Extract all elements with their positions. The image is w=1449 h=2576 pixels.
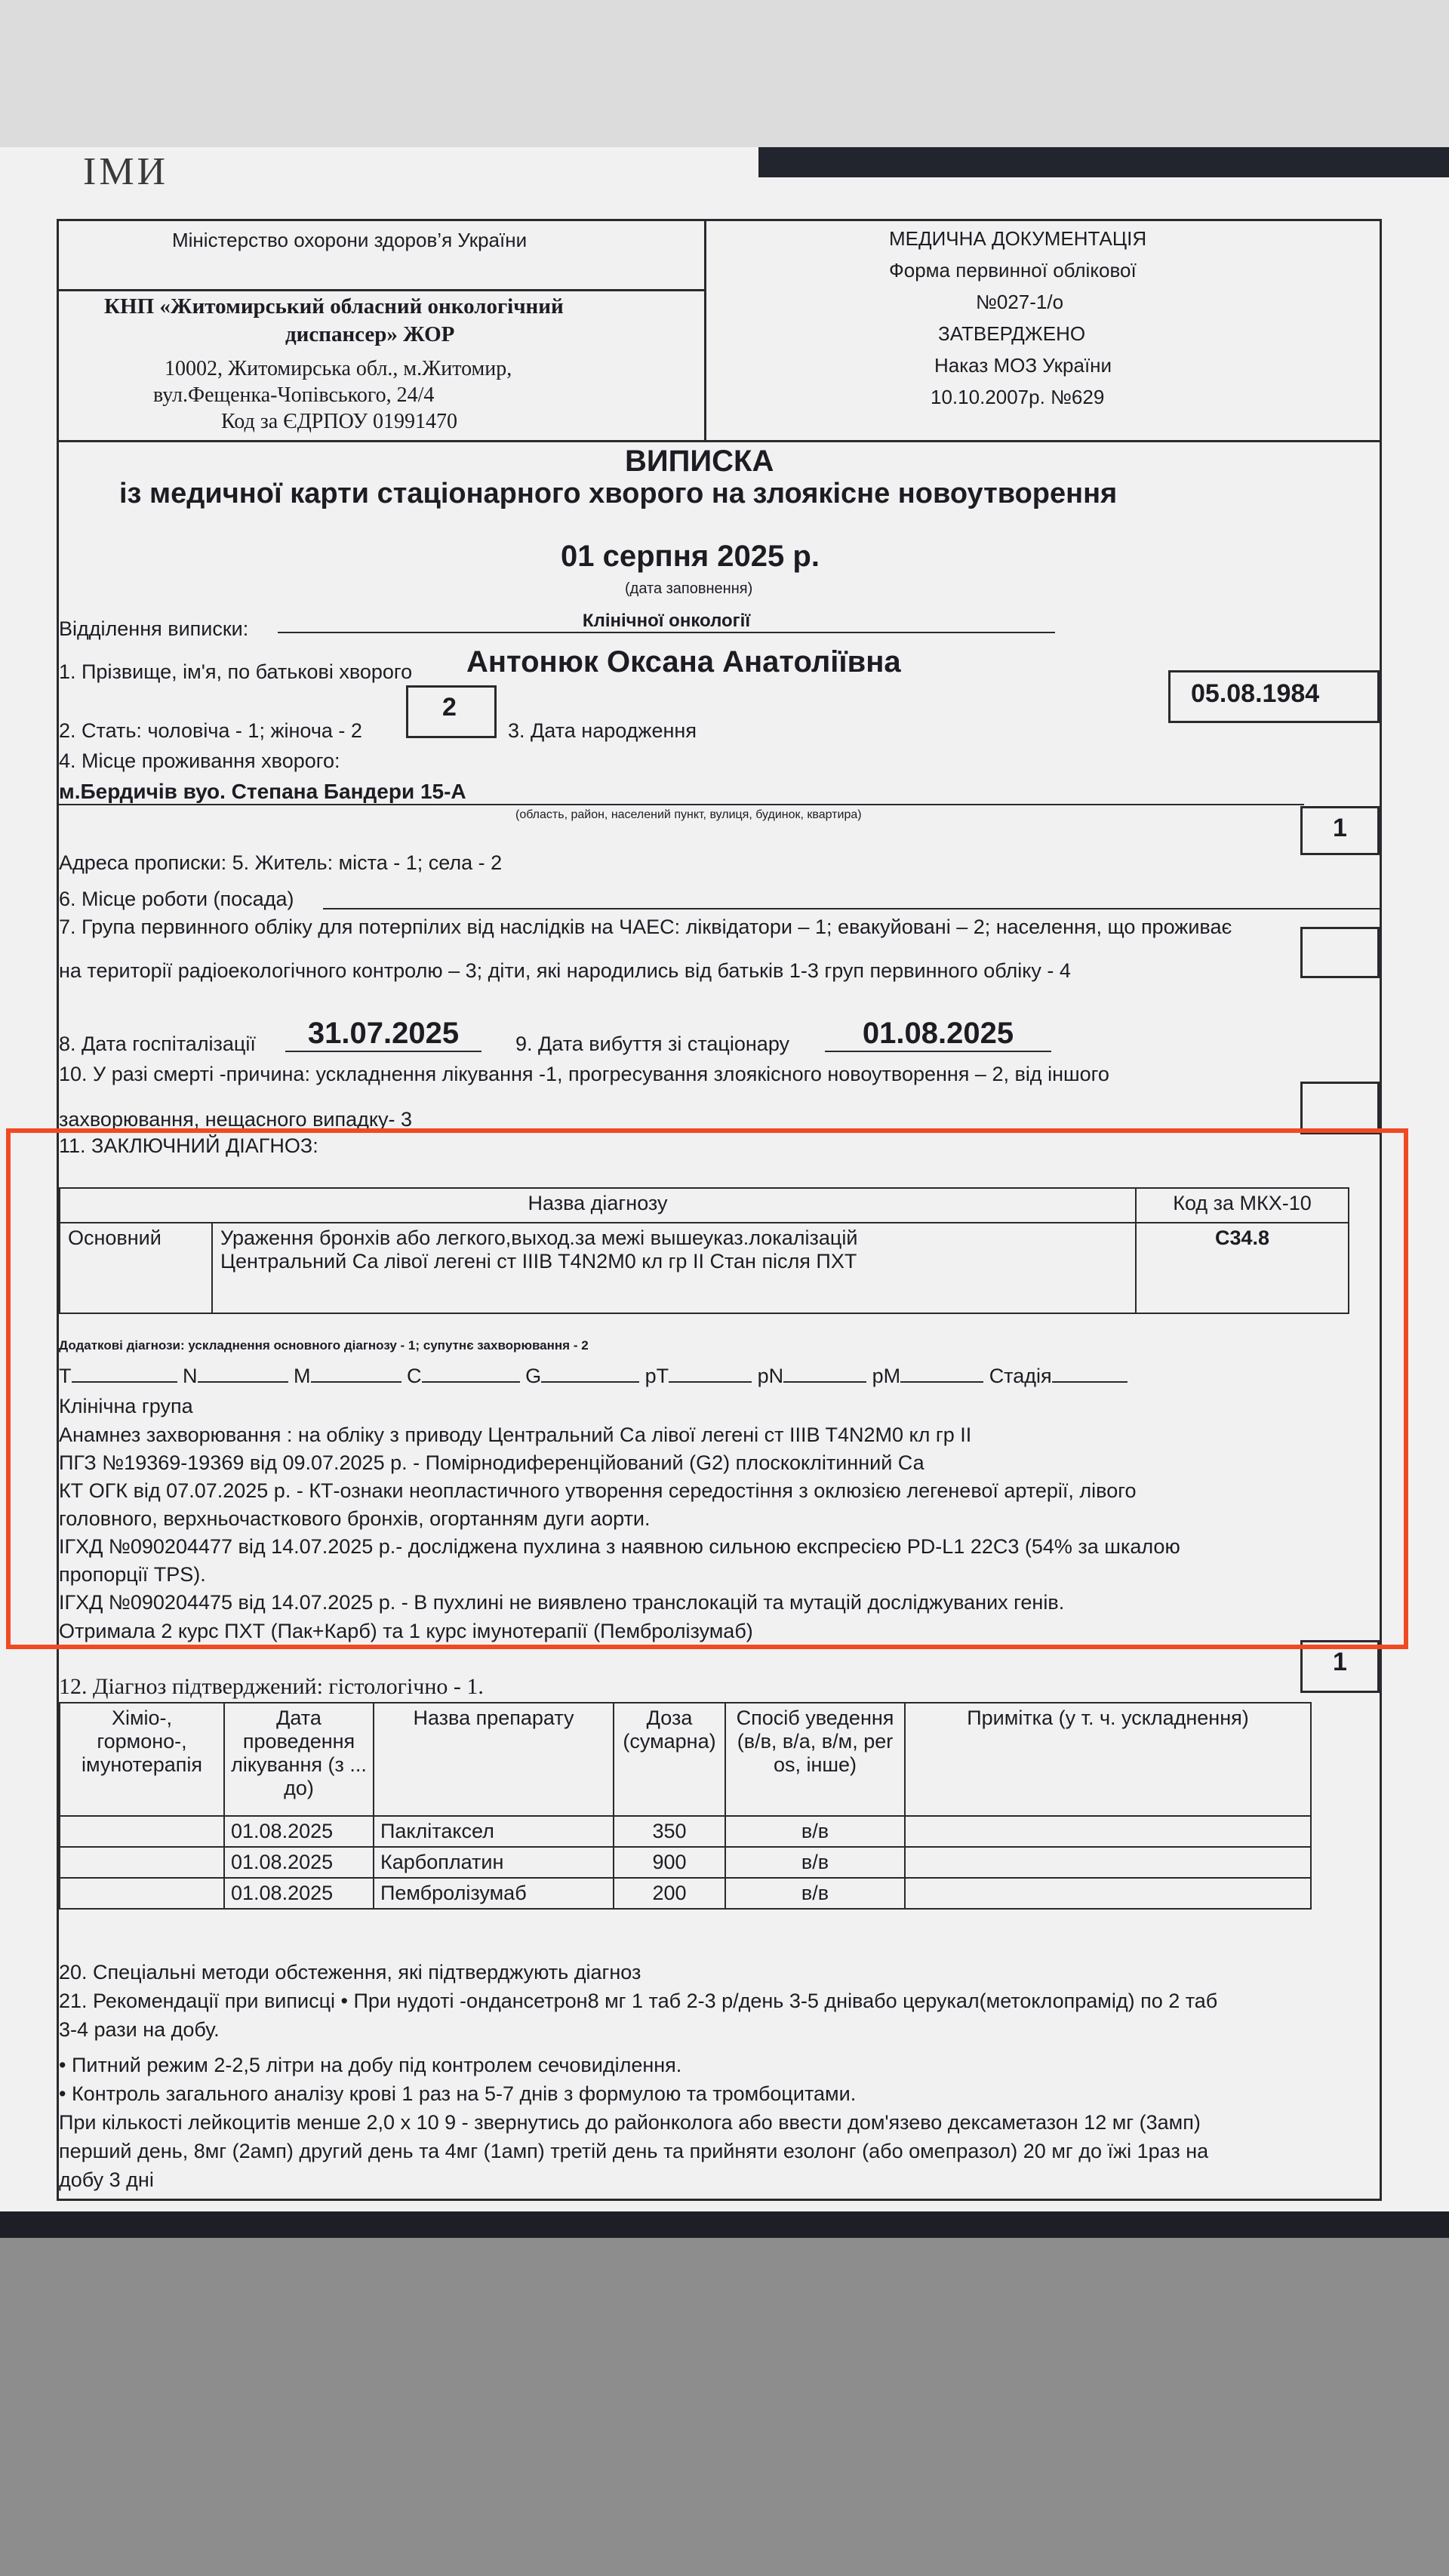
hospitalization-date: 31.07.2025 <box>285 1017 481 1052</box>
diagnosis-text: Ураження бронхів або легкого,выход.за межі вышеуказ.локалізацій Центральний Са лівої легені ст IIIB T4N2M0 кл гр II Стан після ПХТ <box>212 1223 1136 1313</box>
chaes-box <box>1300 927 1380 978</box>
anamnesis-8: Отримала 2 курс ПХТ (Пак+Карб) та 1 курс імунотерапії (Пембролізумаб) <box>59 1620 753 1642</box>
anamnesis-6: пропорції TPS). <box>59 1563 206 1586</box>
anamnesis-3: КТ ОГК від 07.07.2025 р. - КТ-ознаки неопластичного утворення середостіння з оклюзією легеневої артерії, лівого <box>59 1479 1137 1502</box>
discharge-form: Міністерство охорони здоров’я України КНП «Житомирський обласний онкологічний диспансер» ЖОР 10002, Житомирська обл., м.Житомир, вул.Фещенка-Чопівського, 24/4 Код за ЄДРПОУ 01991470 МЕДИЧНА ДОКУМЕНТАЦІЯ Форма первинної облікової №027-1/о ЗАТВЕРДЖЕНО Наказ МОЗ України 10.10.2007р. №629 ВИПИСКА із медичної карти стаціонарного хворого на злоякісне новоутворення 01 серпня 2025 р. (дата заповнення) Відділення виписки: Клінічної онкології 1. Прізвище, ім'я, по батькові хворого Антонюк Оксана Анатоліївна 05.08.1984 2. Стать: чоловіча - 1; жіноча - 2 2 3. Дата народження 4. Місце проживання хворого: м.Бердичів вуо. Степана Бандери 15-А (область, район, населений пункт, вулиця, будинок, квартира) 1 Адреса прописки: 5. Житель: міста - 1; села - 2 6. Місце роботи (посада) 7. Група первинного обліку для потерпілих від наслідків на ЧАЕС: ліквідатори – 1; евакуйовані – 2; населення, що проживає на території радіоекологічного контролю – 3; діти, які народились від батьків 1-3 груп первинного обліку - 4 8. Дата госпіталізації 31.07.2025 9. Дата вибуття зі стаціонару 01.08.2025 10. У разі смерті -причина: ускладнення лікування -1, прогресування злоякісного новоутворення – 2, від іншого захворювання, нещасного випадку- 3 11. ЗАКЛЮЧНИЙ ДІАГНОЗ: Назва діагнозу Код за МКХ-10 Основний Ураження бронхів або легкого,выход.за межі вышеуказ.локалізацій Центральний Са лівої легені ст IIIB T4N2M0 кл гр II Стан після ПХТ C34.8 Додаткові діагнози: ускладнення основного діагнозу - 1; супутнє захворювання - 2 T N M C G pT pN pM Стадія Клінічна група Анамнез захворювання : на обліку з приводу Центральний Са лівої легені ст IIIB T4N2M0 кл гр II ПГЗ №19369-19369 від 09.07.2025 р. - Помірнодиференційований (G2) плоскоклітинний Са КТ ОГК від 07.07.2025 р. - КТ-ознаки неопластичного утворення середостіння з оклюзією легеневої артерії, лівого головного, верхньочасткового бронхів, огортанням дуги аорти. ІГХД №090204477 від 14.07.2025 р.- досліджена пухлина з наявною сильною експресією PD-L1 22C3 (54% за шкалою пропорції TPS). ІГХД №090204475 від 14.07.2025 р. - В пухлині не виявлено транслокацій та мутацій досліджуваних генів. Отримала 2 курс ПХТ (Пак+Карб) та 1 курс імунотерапії (Пембролізумаб) 1 12. Діагноз підтверджений: гістологічно - 1. Хіміо-, гормоно-, імунотерапія Дата проведення лікування (з ... до) Назва препарату Доза (сумарна) Спосіб уведення (в/в, в/а, в/м, per os, інше) Примітка (у т. ч. ускладнення) 01.08.2025 Паклітаксел 350 в/в 01.08.2025 Карбоплатин 900 в/в 01.08.2025 Пембролізумаб 200 в/в 20. Спеціальні методи обстеження, які підтверджують діагноз 21. Рекомендації при виписці • При нудоті -ондансетрон8 мг 1 таб 2-3 р/день 3-5 днівабо церукал(метоклопрамід) по 2 таб 3-4 рази на добу. • Питний режим 2-2,5 літри на добу під контролем сечовиділення. • Контроль загального аналізу крові 1 раз на 5-7 днів з формулою та тромбоцитами. При кількості лейкоцитів менше 2,0 х 10 9 - звернутись до районколога або ввести дом'язево дексаметазон 12 мг (3амп) перший день, 8мг (2амп) другий день та 4мг (1амп) третій день та прийняти езолонг (або омепразол) 20 мг до їжі 1раз на добу 3 дні <box>57 219 1382 2201</box>
anamnesis-1: Анамнез захворювання : на обліку з приводу Центральний Са лівої легені ст IIIB T4N2M0 кл гр II <box>59 1423 972 1446</box>
therapy-col-dose: Доза (сумарна) <box>614 1703 725 1816</box>
recommendation-bullet: • Контроль загального аналізу крові 1 раз на 5-7 днів з формулою та тромбоцитами. <box>59 2082 857 2105</box>
bottom-gray-band <box>0 2238 1449 2576</box>
doc-type: МЕДИЧНА ДОКУМЕНТАЦІЯ <box>889 227 1147 250</box>
confirmation-value: 1 <box>1333 1648 1347 1676</box>
org-address-1: 10002, Житомирська обл., м.Житомир, <box>165 357 512 380</box>
sex-value: 2 <box>442 693 457 722</box>
therapy-col-note: Примітка (у т. ч. ускладнення) <box>905 1703 1311 1816</box>
recommendation-bullet: • Питний режим 2-2,5 літри на добу під контролем сечовиділення. <box>59 2054 682 2076</box>
diagnosis-type: Основний <box>60 1223 212 1313</box>
therapy-col-type: Хіміо-, гормоно-, імунотерапія <box>60 1703 224 1816</box>
ministry: Міністерство охорони здоров’я України <box>172 229 528 251</box>
therapy-table <box>59 1702 1312 1910</box>
anamnesis-7: ІГХД №090204475 від 14.07.2025 р. - В пухлині не виявлено транслокацій та мутацій досліджуваних генів. <box>59 1591 1065 1614</box>
therapy-row: 01.08.2025 Карбоплатин 900 в/в <box>60 1847 1311 1878</box>
confirmation-label: 12. Діагноз підтверджений: гістологічно - 1. <box>59 1674 484 1699</box>
org-name-1: КНП «Житомирський обласний онкологічний <box>104 294 564 319</box>
therapy-col-route: Спосіб уведення (в/в, в/а, в/м, per os, інше) <box>725 1703 905 1816</box>
therapy-col-date: Дата проведення лікування (з ... до) <box>224 1703 374 1816</box>
therapy-row: 01.08.2025 Пембролізумаб 200 в/в <box>60 1878 1311 1909</box>
fill-date: 01 серпня 2025 р. <box>561 540 820 573</box>
anamnesis-2: ПГЗ №19369-19369 від 09.07.2025 р. - Помірнодиференційований (G2) плоскоклітинний Са <box>59 1451 924 1474</box>
icd-code: C34.8 <box>1136 1223 1349 1313</box>
additional-diagnoses-label: Додаткові діагнози: ускладнення основного діагнозу - 1; супутнє захворювання - 2 <box>59 1338 589 1353</box>
therapy-row: 01.08.2025 Паклітаксел 350 в/в <box>60 1816 1311 1847</box>
form-number: №027-1/о <box>976 291 1064 313</box>
residence-type: 1 <box>1333 814 1347 842</box>
diagnosis-section-label: 11. ЗАКЛЮЧНИЙ ДІАГНОЗ: <box>59 1134 318 1157</box>
anamnesis-4: головного, верхньочасткового бронхів, огортанням дуги аорти. <box>59 1507 651 1530</box>
tnm-row: T N M C G pT pN pM Стадія <box>59 1365 1128 1388</box>
diagnosis-col-name: Назва діагнозу <box>60 1188 1136 1223</box>
anamnesis-5: ІГХД №090204477 від 14.07.2025 р.- досліджена пухлина з наявною сильною експресією PD-L1 22C3 (54% за шкалою <box>59 1535 1180 1558</box>
org-edrpou: Код за ЄДРПОУ 01991470 <box>221 410 458 433</box>
doc-subtitle: із медичної карти стаціонарного хворого на злоякісне новоутворення <box>119 478 1118 509</box>
doc-title: ВИПИСКА <box>625 445 774 478</box>
death-box <box>1300 1082 1380 1134</box>
top-bar <box>0 0 1449 151</box>
residence-value: м.Бердичів вуо. Степана Бандери 15-А <box>59 780 1304 805</box>
underlying-page-scrap: ІМИ <box>83 150 169 193</box>
bottom-dark-strip <box>0 2211 1449 2242</box>
patient-name: Антонюк Оксана Анатоліївна <box>466 645 901 679</box>
dept-value: Клінічної онкології <box>278 611 1055 633</box>
org-name-2: диспансер» ЖОР <box>285 322 455 346</box>
org-address-2: вул.Фещенка-Чопівського, 24/4 <box>153 383 435 407</box>
diagnosis-col-code: Код за МКХ-10 <box>1136 1188 1349 1223</box>
birth-date: 05.08.1984 <box>1191 679 1320 708</box>
therapy-col-drug: Назва препарату <box>374 1703 614 1816</box>
background-corner <box>758 147 1449 177</box>
recommendations-21: 21. Рекомендації при виписці • При нудоті -ондансетрон8 мг 1 таб 2-3 р/день 3-5 днівабо церукал(метоклопрамід) по 2 таб <box>59 1990 1218 2012</box>
discharge-date: 01.08.2025 <box>825 1017 1051 1052</box>
highlight-frame <box>6 1128 1408 1649</box>
